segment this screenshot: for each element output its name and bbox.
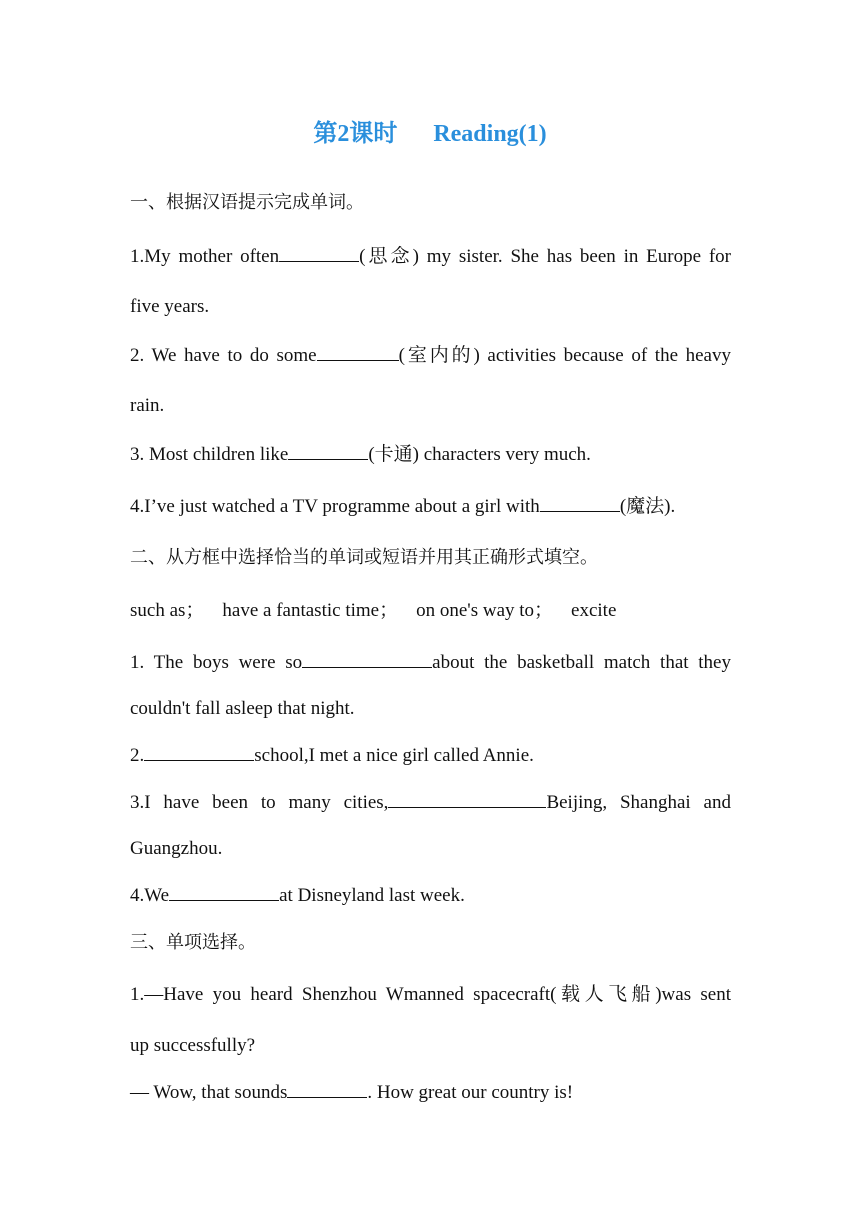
option-have-a-fantastic-time: have a fantastic time；	[222, 600, 399, 621]
s1-q3-text-a: 3. Most children like	[130, 444, 289, 465]
s2-q4	[130, 882, 731, 909]
s2-q1-text-a: 1. The boys were so	[130, 652, 303, 673]
s2-q4-text-a: 4.We	[130, 885, 170, 906]
s2-q1-text-b: about the basketball match that they	[432, 652, 731, 673]
s2-q3-blank[interactable]	[388, 789, 546, 808]
section2-heading: 二、从方框中选择恰当的单词或短语并用其正确形式填空。	[130, 547, 598, 568]
s3-q1-text-a: — Wow, that sounds	[130, 1082, 288, 1103]
s1-q1-line2: five years.	[130, 296, 210, 317]
word-box-options	[130, 598, 731, 624]
s2-q1-line2: couldn't fall asleep that night.	[130, 698, 355, 719]
s2-q4-text-b: at Disneyland last week.	[279, 885, 465, 906]
option-such-as: such as；	[130, 600, 205, 621]
s2-q3-text-b: Beijing, Shanghai and	[546, 792, 731, 813]
s2-q2-text-a: 2.	[130, 745, 145, 766]
section3-heading: 三、单项选择。	[130, 932, 256, 953]
s1-q1-text-a: 1.My mother often	[130, 246, 280, 267]
s2-q4-blank[interactable]	[169, 882, 279, 901]
s1-q1-line1	[130, 243, 731, 270]
page-title: 第2课时 Reading(1)	[313, 121, 547, 147]
s1-q4	[130, 493, 731, 520]
s1-q4-blank[interactable]	[540, 493, 620, 512]
s1-q4-text-b: (魔法).	[619, 496, 676, 517]
s1-q2-line2: rain.	[130, 395, 165, 416]
s1-q2-line1	[130, 342, 731, 369]
s1-q3	[130, 441, 731, 468]
s1-q1-blank[interactable]	[279, 243, 359, 262]
s3-q1-line3	[130, 1079, 731, 1106]
s3-q1-line1: 1.—Have you heard Shenzhou Wmanned spacecraft(载人飞船)was sent	[130, 984, 731, 1005]
s2-q1-line1	[130, 649, 731, 676]
s2-q3-text-a: 3.I have been to many cities,	[130, 792, 389, 813]
s2-q2	[130, 742, 731, 769]
option-excite: excite	[571, 600, 617, 621]
s1-q3-text-b: (卡通) characters very much.	[368, 444, 591, 465]
s1-q2-text-b: (室内的) activities because of the heavy	[398, 345, 731, 366]
s3-q1-blank[interactable]	[287, 1079, 367, 1098]
s3-q1-line2: up successfully?	[130, 1035, 256, 1056]
s1-q3-blank[interactable]	[288, 441, 368, 460]
s1-q2-text-a: 2. We have to do some	[130, 345, 317, 366]
s2-q3-line1	[130, 789, 731, 816]
s2-q2-text-b: school,I met a nice girl called Annie.	[254, 745, 534, 766]
s2-q1-blank[interactable]	[302, 649, 432, 668]
section1-heading: 一、根据汉语提示完成单词。	[130, 192, 364, 213]
s2-q3-line2: Guangzhou.	[130, 838, 223, 859]
s1-q1-text-b: (思念) my sister. She has been in Europe for	[359, 246, 731, 267]
s1-q2-blank[interactable]	[317, 342, 399, 361]
s1-q4-text-a: 4.I’ve just watched a TV programme about a girl with	[130, 496, 540, 517]
s3-q1-text-b: . How great our country is!	[367, 1082, 574, 1103]
s2-q2-blank[interactable]	[144, 742, 254, 761]
option-on-ones-way-to: on one's way to；	[416, 600, 554, 621]
